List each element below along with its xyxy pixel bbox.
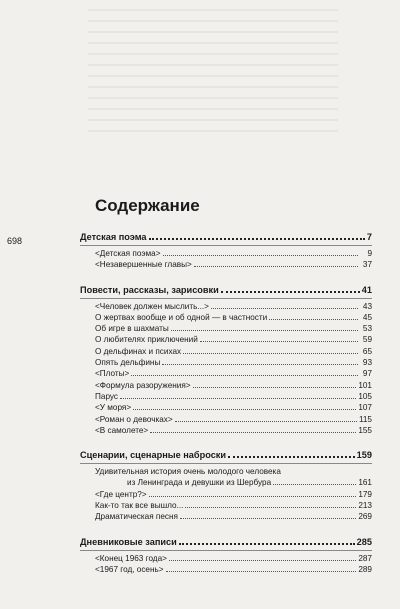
section-heading[interactable] xyxy=(80,450,372,464)
entry-page: 9 xyxy=(367,249,372,258)
entry-page: 213 xyxy=(358,501,372,511)
dot-leader xyxy=(200,341,358,342)
bleed-through-text xyxy=(88,0,338,135)
dot-leader xyxy=(133,409,356,410)
dot-leader xyxy=(131,375,358,376)
entry-page: 45 xyxy=(362,312,372,322)
section-heading[interactable] xyxy=(80,232,372,246)
dot-leader xyxy=(169,560,356,561)
entry-title-line2: из Ленинграда и девушки из Шербура xyxy=(127,478,272,488)
dot-leader xyxy=(273,484,356,485)
toc-entry[interactable] xyxy=(80,402,372,413)
entry-title: <Человек должен мыслить...> xyxy=(95,301,209,311)
toc-entry-multiline[interactable] xyxy=(80,466,372,489)
entry-title: <Незавершенные главы> xyxy=(95,260,192,270)
dot-leader xyxy=(180,518,356,519)
toc-entry[interactable] xyxy=(80,346,372,357)
entry-line2 xyxy=(95,477,372,488)
toc-section xyxy=(80,537,372,576)
entry-title-line1: Удивительная история очень молодого человека xyxy=(95,467,281,477)
entry-title: <1967 год, осень> xyxy=(95,564,164,574)
section-title: Дневниковые записи xyxy=(80,536,177,547)
entry-title: <Где центр?> xyxy=(95,489,147,499)
entry-page: 53 xyxy=(362,324,372,334)
toc-entry[interactable] xyxy=(80,564,372,575)
toc-entry[interactable] xyxy=(80,380,372,391)
section-title: Повести, рассказы, зарисовки xyxy=(80,284,219,295)
dot-leader xyxy=(228,456,355,458)
entry-page: 287 xyxy=(358,553,372,563)
section-title: Сценарии, сценарные наброски xyxy=(80,450,227,461)
entry-title: Как-то так все вышло... xyxy=(95,501,184,511)
entry-page: 59 xyxy=(362,335,372,345)
entry-page: 43 xyxy=(362,301,372,311)
toc-entry[interactable] xyxy=(80,312,372,323)
dot-leader xyxy=(221,291,360,293)
toc-entry[interactable] xyxy=(80,368,372,379)
dot-leader xyxy=(194,266,358,267)
entry-title: <У моря> xyxy=(95,403,132,413)
toc-entry[interactable] xyxy=(80,259,372,270)
dot-leader xyxy=(120,398,356,399)
entry-title: Об игре в шахматы xyxy=(95,324,169,334)
entry-title: О жертвах вообще и об одной — в частности xyxy=(95,312,268,322)
toc-entry[interactable] xyxy=(80,489,372,500)
toc-section xyxy=(80,285,372,437)
entry-page: 97 xyxy=(362,369,372,379)
toc-entry[interactable] xyxy=(80,414,372,425)
dot-leader xyxy=(211,308,358,309)
entry-title: <Конец 1963 года> xyxy=(95,553,167,563)
entry-title: Драматическая песня xyxy=(95,512,178,522)
entry-title: <Роман о девочках> xyxy=(95,414,173,424)
section-page: 159 xyxy=(356,450,372,461)
toc-section xyxy=(80,232,372,271)
toc-entry[interactable] xyxy=(80,553,372,564)
toc-section xyxy=(80,450,372,522)
dot-leader xyxy=(166,571,357,572)
entry-page: 269 xyxy=(358,512,372,522)
dot-leader xyxy=(175,421,357,422)
entry-title: <Детская поэма> xyxy=(95,249,161,258)
section-page: 285 xyxy=(356,536,372,547)
entry-title: О любителях приключений xyxy=(95,335,198,345)
entry-page: 289 xyxy=(358,564,372,574)
entry-page: 37 xyxy=(362,260,372,270)
entry-page: 93 xyxy=(362,358,372,368)
page-title: Содержание xyxy=(95,196,200,215)
table-of-contents xyxy=(80,232,372,589)
entry-page: 115 xyxy=(358,414,372,424)
dot-leader xyxy=(149,496,357,497)
section-heading[interactable] xyxy=(80,537,372,551)
entry-page: 155 xyxy=(358,425,372,435)
entry-title: О дельфинах и психах xyxy=(95,346,182,356)
dot-leader xyxy=(150,432,356,433)
dot-leader xyxy=(193,387,357,388)
toc-entry[interactable] xyxy=(80,391,372,402)
entry-title: <Формула разоружения> xyxy=(95,380,191,390)
entry-title: Парус xyxy=(95,391,118,401)
toc-entry[interactable] xyxy=(80,301,372,312)
dot-leader xyxy=(183,353,358,354)
entry-page: 101 xyxy=(358,380,372,390)
entry-page: 105 xyxy=(358,391,372,401)
dot-leader xyxy=(163,255,358,256)
entry-page: 161 xyxy=(358,478,372,488)
dot-leader xyxy=(185,507,356,508)
dot-leader xyxy=(179,543,355,545)
section-page: 41 xyxy=(361,284,372,295)
section-heading[interactable] xyxy=(80,285,372,299)
toc-entry[interactable] xyxy=(80,511,372,522)
dot-leader xyxy=(269,319,358,320)
entry-page: 107 xyxy=(358,403,372,413)
toc-entry[interactable] xyxy=(80,357,372,368)
section-title: Детская поэма xyxy=(80,232,147,242)
toc-entry[interactable] xyxy=(80,425,372,436)
toc-entry[interactable] xyxy=(80,500,372,511)
entry-title: <Плоты> xyxy=(95,369,130,379)
dot-leader xyxy=(162,364,358,365)
toc-entry[interactable] xyxy=(80,248,372,259)
toc-entry[interactable] xyxy=(80,323,372,334)
entry-page: 179 xyxy=(358,489,372,499)
page-number: 698 xyxy=(7,236,23,246)
entry-title: <В самолете> xyxy=(95,425,149,435)
section-page: 7 xyxy=(366,232,372,242)
toc-entry[interactable] xyxy=(80,334,372,345)
dot-leader xyxy=(149,238,365,240)
dot-leader xyxy=(171,330,358,331)
entry-title: Опять дельфины xyxy=(95,358,161,368)
entry-page: 65 xyxy=(362,346,372,356)
